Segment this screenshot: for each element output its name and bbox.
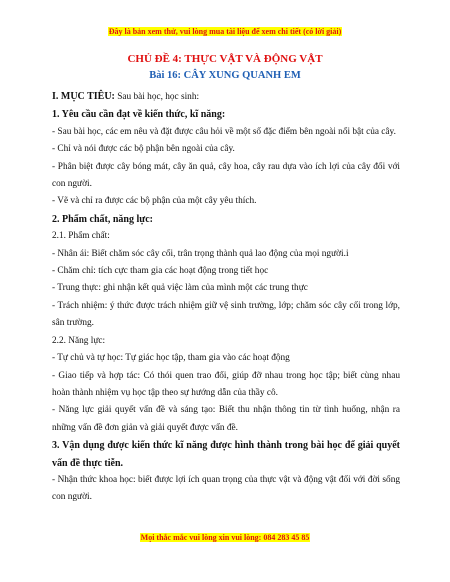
preview-notice-text: Đây là bản xem thử, vui lòng mua tài liệu để xem chi tiết (có lời giải) [108,27,342,36]
list-item: - Nhận thức khoa học: biết được lợi ích quan trọng của thực vật và động vật đối với đời sống con người. [52,474,400,503]
list-item: - Giao tiếp và hợp tác: Có thói quen trao đổi, giúp đỡ nhau trong học tập; biết cùng nhau hoàn thành nhiệm vụ học tập theo sự hướng dẫn của thầy cô. [52,370,400,398]
document-body [52,88,400,507]
list-item: - Phân biệt được cây bóng mát, cây ăn quả, cây hoa, cây rau dựa vào ích lợi của cây đối với con người. [52,161,400,190]
sub-heading: 2.1. Phẩm chất: [52,231,110,242]
lesson-title: Bài 16: CÂY XUNG QUANH EM [149,70,301,81]
section-objectives [52,88,400,106]
list-item: - Sau bài học, các em nêu và đặt được câu hỏi về một số đặc điểm bên ngoài nổi bật của cây. [52,126,396,137]
section-intro: Sau bài học, học sinh: [114,92,200,102]
list-item: - Chỉ và nói được các bộ phận bên ngoài của cây. [52,144,235,155]
list-item: - Trách nhiệm: ý thức được trách nhiệm giữ vệ sinh trường, lớp; chăm sóc cây cối trong lớp, sân trường. [52,300,400,329]
list-item: - Năng lực giải quyết vấn đề và sáng tạo: Biết thu nhận thông tin từ tình huống, nhận ra những vấn đề đơn giản và giải quyết được vấn đề. [52,405,400,433]
preview-notice-banner [0,27,450,36]
contact-text: Mọi thắc mắc vui lòng xin vui lòng: 084 283 45 85 [140,533,310,542]
section-heading: I. MỤC TIÊU: [52,91,115,102]
chapter-title: CHỦ ĐỀ 4: THỰC VẬT VÀ ĐỘNG VẬT [127,53,323,65]
list-item: - Nhân ái: Biết chăm sóc cây cối, trân trọng thành quả lao động của mọi người.i [52,248,349,259]
list-item: - Vẽ và chỉ ra được các bộ phận của một cây yêu thích. [52,196,257,207]
contact-banner [0,533,450,542]
subsection-heading: 2. Phẩm chất, năng lực: [52,213,154,225]
subsection-heading: 1. Yêu cầu cần đạt về kiến thức, kĩ năng: [52,109,226,121]
list-item: - Chăm chỉ: tích cực tham gia các hoạt động trong tiết học [52,266,269,277]
sub-heading: 2.2. Năng lực: [52,335,106,346]
list-item: - Tự chủ và tự học: Tự giác học tập, tham gia vào các hoạt động [52,353,290,364]
subsection-heading: 3. Vận dụng được kiến thức kĩ năng được hình thành trong bài học để giải quyết vấn đề thực tiễn. [52,440,400,469]
list-item: - Trung thực: ghi nhận kết quả việc làm của mình một các trung thực [52,283,308,294]
